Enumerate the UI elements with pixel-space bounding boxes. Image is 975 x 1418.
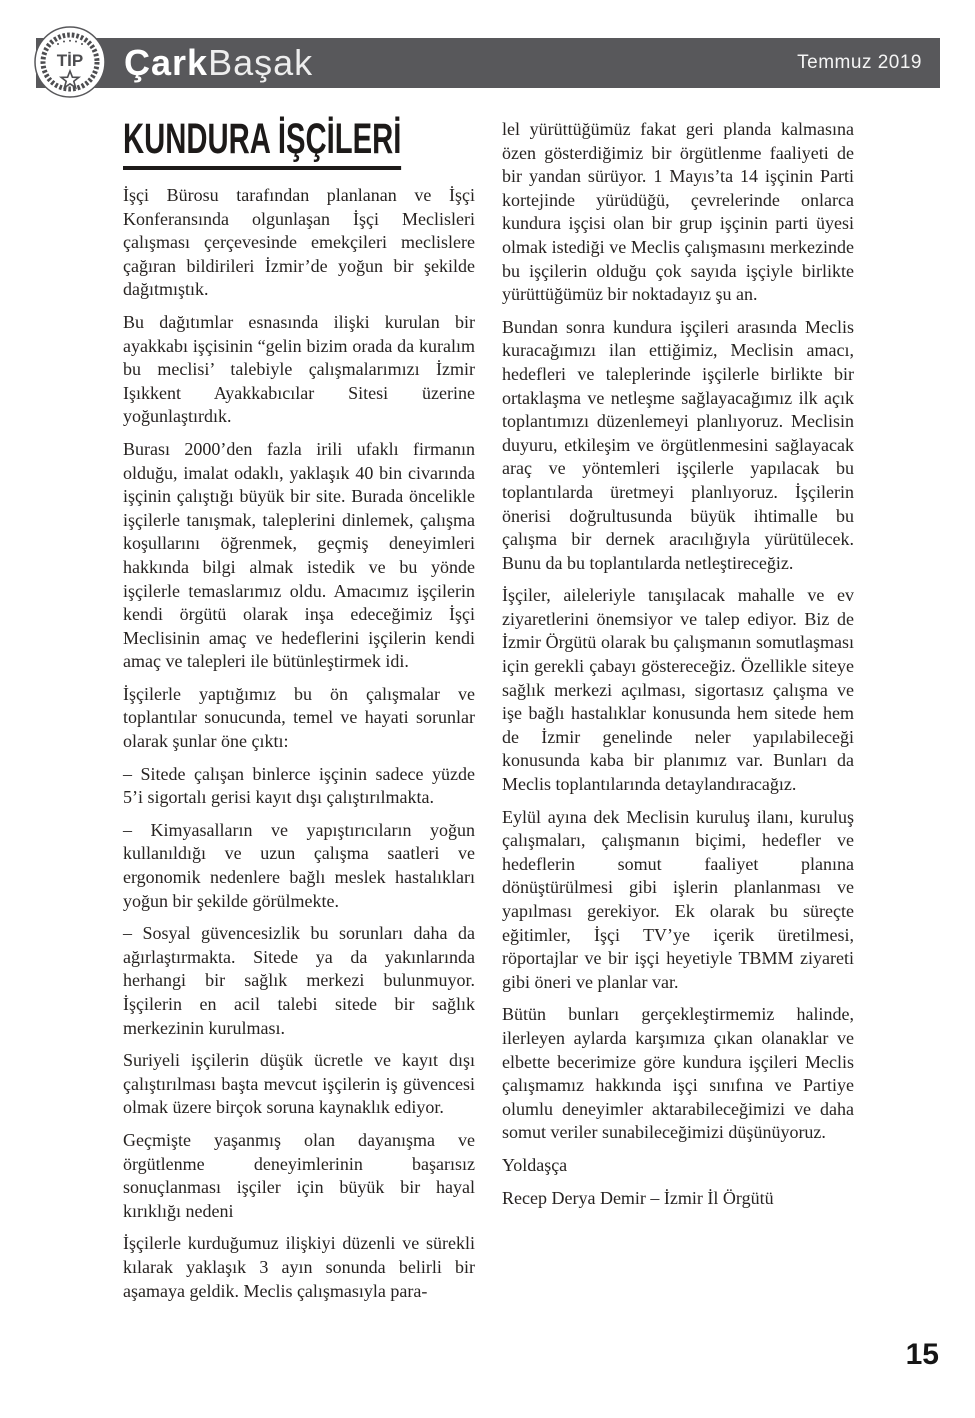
right-column-text	[502, 118, 854, 1210]
paragraph: Bu dağıtımlar esnasında ilişki kurulan bir ayakkabı işçisinin “gelin bizim orada da kuralım bu meclisi’ talebiyle çalışmalarımızı İzmir Işıkkent Ayakkabıcılar Sitesi üzerine yoğunlaştırdık.	[123, 311, 475, 427]
paragraph: Bundan sonra kundura işçileri arasında Meclis kuracağımızı ilan ettiğimiz, Meclisin amacı, hedefleri ve taleplerinde işçilerle birlikte bir ortaklaşma ve netleşme sağlayacağımız ilk açık toplantımızı düzenlemeyi planlıyoruz. Meclisin duyuru, etkileşim ve örgütlenmesini sağlayacak araç ve yöntemleri işçilerle yapılacak bu toplantılarda üretmeyi planlıyoruz. İşçilerin önerisi doğrultusunda büyük ihtimalle bu çalışma bir dernek aracılığıyla yürütülecek. Bunu da bu toplantılarda netleştireceğiz.	[502, 316, 854, 573]
page-number: 15	[905, 1338, 939, 1371]
brand-light: Başak	[208, 42, 314, 83]
brand-bold: Çark	[124, 42, 209, 83]
tip-party-logo-icon	[34, 26, 106, 98]
logo-arc-text-dot	[69, 40, 71, 42]
paragraph: Eylül ayına dek Meclisin kuruluş ilanı, kuruluş çalışmaları, çalışmanın biçimi, hedefler ve hedeflerin somut faaliyet planına dönüştürülmesi gibi işlerin planlanması ve yapılması gerekiyor. Ek olarak bu süreçte eğitimler, İşçi TV’ye içerik üretilmesi, röportajlar ve bir işçi heyetiyle TBMM ziyareti gibi öneri ve planlar var.	[502, 806, 854, 992]
article-body	[123, 115, 854, 1312]
logo-arc-text-dot	[75, 41, 77, 43]
right-column	[502, 118, 854, 1312]
logo-arc-text-dot	[63, 41, 65, 43]
paragraph: – Sosyal güvencesizlik bu sorunları daha da ağırlaştırmakta. Sitede ya da yakınlarında herhangi bir sağlık merkezi bulunmuyor. İşçilerin en acil talebi sitede bir sağlık merkezinin kurulması.	[123, 923, 475, 1038]
paragraph: Geçmişte yaşanmış olan dayanışma ve örgütlenme deneyimlerinin başarısız sonuçlanması işçiler için büyük bir hayal kırıklığı nedeni	[123, 1129, 475, 1221]
paragraph: Bütün bunları gerçekleştirmemiz halinde, ilerleyen aylarda karşımıza çıkan olanaklar ve elbette becerimize göre kundura işçileri Meclis çalışmamız hakkında işçi sınıfına ve Partiye olumlu deneyimler aktarabileceğimizi ve daha somut veriler sunabileceğimizi düşünüyoruz.	[502, 1004, 854, 1143]
header-bar	[36, 38, 940, 88]
logo-arc-text-dot	[81, 43, 83, 45]
left-column	[123, 115, 475, 1312]
paragraph: İşçi Bürosu tarafından planlanan ve İşçi Konferansında olgunlaşan İşçi Meclisleri çalışması çerçevesinde emekçileri meclislere çağıran bildirileri İzmir’de yoğun bir şekilde dağıtmıştık.	[123, 185, 475, 300]
left-column-text	[123, 184, 475, 1303]
issue-date: Temmuz 2019	[797, 52, 922, 73]
paragraph: Suriyeli işçilerin düşük ücretle ve kayıt dışı çalıştırılması başta mevcut işçilerin iş güvencesi olmak üzere birçok soruna kaynaklık ediyor.	[123, 1050, 475, 1118]
brand-title	[124, 38, 313, 88]
paragraph: – Kimyasalların ve yapıştırıcıların yoğun kullanıldığı ve uzun çalışma saatleri ve ergonomik nedenlere bağlı meslek hastalıkları yoğun bir şekilde görülmekte.	[123, 819, 475, 911]
paragraph: lel yürüttüğümüz fakat geri planda kalmasına özen gösterdiğimiz bir örgütlenme faaliyeti de bir yandan sürüyor. 1 Mayıs’ta 14 işçinin Parti kortejinde yürüdüğü, çevrelerinde onlarca kundura işçisi olan bir grup işçinin parti üyesi olmak istediği ve Meclis çalışmasını merkezinde bu işçilerin olduğu çok sayıda işçiyle birlikte yürüttüğümüz bir noktadayız şu an.	[502, 119, 854, 305]
logo-arc-text-dot	[57, 43, 59, 45]
paragraph: Burası 2000’den fazla irili ufaklı firmanın olduğu, imalat odaklı, yaklaşık 40 bin civarında işçinin çalıştığı büyük bir site. Burada öncelikle işçilerle tanışmak, taleplerini dinlemek, çalışma koşullarını öğrenmek, geçmiş deneyimleri hakkında bilgi almak istedik ve bu yönde işçilerle temaslarımız oldu. Amacımız işçilerin kendi örgütü olarak inşa edeceğimiz İşçi Meclisinin amaç ve hedeflerini işçilerin kendi amaç ve talepleri ile bütünleştirmek idi.	[123, 438, 475, 672]
article-title: KUNDURA İŞÇİLERİ	[123, 118, 401, 170]
logo-text: TİP	[56, 51, 84, 70]
paragraph: Recep Derya Demir – İzmir İl Örgütü	[502, 1187, 774, 1208]
paragraph: İşçilerle kurduğumuz ilişkiyi düzenli ve sürekli kılarak yaklaşık 3 ayın sonunda belirli bir aşamaya geldik. Meclis çalışmasıyla para-	[123, 1233, 475, 1301]
paragraph: İşçilerle yaptığımız bu ön çalışmalar ve toplantılar sonucunda, temel ve hayati sorunlar olarak şunlar öne çıktı:	[123, 683, 475, 752]
paragraph: Yoldaşça	[502, 1154, 568, 1175]
paragraph: İşçiler, aileleriyle tanışılacak mahalle ve ev ziyaretlerini önemsiyor ve talep ediyor. Biz de İzmir Örgütü olarak bu çalışmanın somutlaşması için gerekli çabayı göstereceğiz. Özellikle siteye sağlık merkezi açılması, sigortasız çalışma ve işe bağlı hastalıklar konusunda hem sitede hem de İzmir genelinde neler yapılabileceği konusunda kaba bir planımız var. Bunları da Meclis toplantılarında detaylandıracağız.	[502, 585, 854, 795]
paragraph: – Sitede çalışan binlerce işçinin sadece yüzde 5’i sigortalı gerisi kayıt dışı çalıştırılmakta.	[123, 763, 475, 808]
